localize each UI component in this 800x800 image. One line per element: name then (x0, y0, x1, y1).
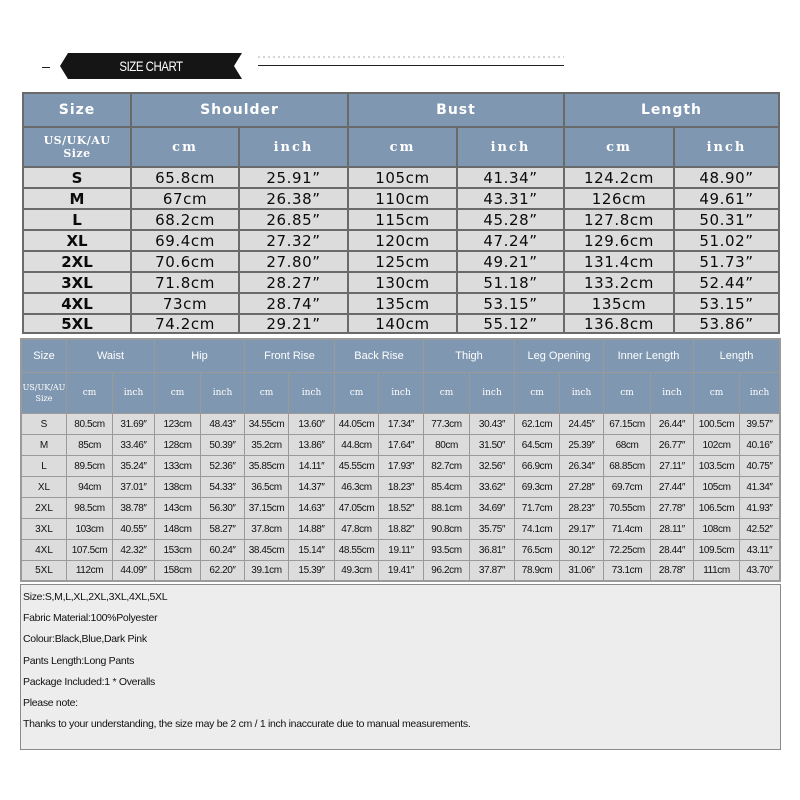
unit-header: inch (379, 373, 423, 413)
measurement-cell: 90.8cm (424, 519, 469, 539)
measurement-cell: 44.05cm (335, 414, 378, 434)
measurement-cell: 103cm (67, 519, 112, 539)
measurement-cell: 52.44” (675, 273, 778, 292)
measurement-cell: 110cm (349, 189, 456, 208)
unit-header: cm (155, 373, 200, 413)
measurement-cell: 32.56″ (470, 456, 514, 476)
measurement-cell: 73.1cm (604, 561, 650, 580)
measurement-cell: 41.34″ (740, 477, 779, 497)
col-header-group: Bust (349, 94, 563, 126)
col-header-group: Inner Length (604, 340, 693, 372)
measurement-cell: 124.2cm (565, 168, 673, 187)
measurement-cell: 71.7cm (515, 498, 559, 518)
measurement-cell: 136.8cm (565, 315, 673, 332)
size-label: S (22, 414, 66, 434)
measurement-cell: 51.02” (675, 231, 778, 250)
measurement-cell: 93.5cm (424, 540, 469, 560)
measurement-cell: 80.5cm (67, 414, 112, 434)
measurement-cell: 48.55cm (335, 540, 378, 560)
measurement-cell: 25.91” (240, 168, 347, 187)
measurement-cell: 48.90” (675, 168, 778, 187)
measurement-cell: 40.75″ (740, 456, 779, 476)
measurement-cell: 74.1cm (515, 519, 559, 539)
measurement-cell: 13.60″ (289, 414, 334, 434)
measurement-cell: 27.78″ (651, 498, 693, 518)
unit-header: cm (335, 373, 378, 413)
size-subheader-line: US/UK/AU (43, 134, 111, 147)
measurement-cell: 28.44″ (651, 540, 693, 560)
measurement-cell: 112cm (67, 561, 112, 580)
measurement-cell: 123cm (155, 414, 200, 434)
measurement-cell: 70.6cm (132, 252, 238, 271)
measurement-cell: 38.78″ (113, 498, 154, 518)
measurement-cell: 120cm (349, 231, 456, 250)
col-header-size: Size (24, 94, 130, 126)
measurement-cell: 37.87″ (470, 561, 514, 580)
col-header-group: Length (565, 94, 778, 126)
size-label: L (24, 210, 130, 229)
header-title: SIZE CHART (119, 58, 183, 74)
measurement-cell: 39.57″ (740, 414, 779, 434)
unit-header: inch (240, 128, 347, 166)
measurement-cell: 47.05cm (335, 498, 378, 518)
measurement-cell: 89.5cm (67, 456, 112, 476)
unit-header: cm (245, 373, 288, 413)
col-header-group: Shoulder (132, 94, 347, 126)
size-label: 5XL (24, 315, 130, 332)
measurement-cell: 27.44″ (651, 477, 693, 497)
measurement-cell: 48.43″ (201, 414, 244, 434)
measurement-cell: 45.55cm (335, 456, 378, 476)
measurement-cell: 106.5cm (694, 498, 739, 518)
measurement-cell: 33.46″ (113, 435, 154, 455)
measurement-cell: 153cm (155, 540, 200, 560)
measurement-cell: 27.32” (240, 231, 347, 250)
measurement-cell: 27.28″ (560, 477, 603, 497)
measurement-cell: 68.2cm (132, 210, 238, 229)
measurement-cell: 143cm (155, 498, 200, 518)
measurement-cell: 44.09″ (113, 561, 154, 580)
measurement-cell: 128cm (155, 435, 200, 455)
measurement-cell: 50.39″ (201, 435, 244, 455)
measurement-cell: 67.15cm (604, 414, 650, 434)
measurement-cell: 55.12” (458, 315, 563, 332)
size-subheader-line: US/UK/AU (22, 383, 66, 392)
measurement-cell: 53.15” (675, 294, 778, 313)
measurement-cell: 77.3cm (424, 414, 469, 434)
measurement-cell: 130cm (349, 273, 456, 292)
measurement-cell: 62.20″ (201, 561, 244, 580)
measurement-cell: 37.01″ (113, 477, 154, 497)
measurement-cell: 53.86” (675, 315, 778, 332)
measurement-cell: 29.21” (240, 315, 347, 332)
measurement-cell: 26.34″ (560, 456, 603, 476)
measurement-cell: 69.3cm (515, 477, 559, 497)
measurement-cell: 19.11″ (379, 540, 423, 560)
header-dotted-rule (258, 56, 564, 58)
measurement-cell: 27.11″ (651, 456, 693, 476)
measurement-cell: 41.93″ (740, 498, 779, 518)
measurement-cell: 44.8cm (335, 435, 378, 455)
measurement-cell: 18.82″ (379, 519, 423, 539)
unit-header: inch (651, 373, 693, 413)
measurement-cell: 133cm (155, 456, 200, 476)
measurement-cell: 82.7cm (424, 456, 469, 476)
measurement-cell: 35.85cm (245, 456, 288, 476)
measurement-cell: 138cm (155, 477, 200, 497)
measurement-cell: 68.85cm (604, 456, 650, 476)
size-label: XL (22, 477, 66, 497)
measurement-cell: 45.28” (458, 210, 563, 229)
measurement-cell: 67cm (132, 189, 238, 208)
unit-header: cm (132, 128, 238, 166)
measurement-cell: 129.6cm (565, 231, 673, 250)
measurement-cell: 49.21” (458, 252, 563, 271)
measurement-cell: 105cm (349, 168, 456, 187)
measurement-cell: 13.86″ (289, 435, 334, 455)
size-label: S (24, 168, 130, 187)
measurement-cell: 14.37″ (289, 477, 334, 497)
measurement-cell: 71.8cm (132, 273, 238, 292)
measurement-cell: 49.3cm (335, 561, 378, 580)
unit-header: cm (424, 373, 469, 413)
measurement-cell: 98.5cm (67, 498, 112, 518)
unit-header: inch (289, 373, 334, 413)
measurement-cell: 26.44″ (651, 414, 693, 434)
measurement-cell: 88.1cm (424, 498, 469, 518)
measurement-cell: 15.39″ (289, 561, 334, 580)
measurement-cell: 31.50″ (470, 435, 514, 455)
measurement-cell: 36.81″ (470, 540, 514, 560)
measurement-cell: 105cm (694, 477, 739, 497)
unit-header: cm (349, 128, 456, 166)
measurement-cell: 37.15cm (245, 498, 288, 518)
measurement-cell: 34.69″ (470, 498, 514, 518)
size-label: 2XL (22, 498, 66, 518)
unit-header: inch (560, 373, 603, 413)
measurement-cell: 18.23″ (379, 477, 423, 497)
unit-header: cm (67, 373, 112, 413)
measurement-cell: 47.24” (458, 231, 563, 250)
measurement-cell: 42.52″ (740, 519, 779, 539)
measurement-cell: 33.62″ (470, 477, 514, 497)
measurement-cell: 78.9cm (515, 561, 559, 580)
measurement-cell: 60.24″ (201, 540, 244, 560)
measurement-cell: 28.27” (240, 273, 347, 292)
note-line: Fabric Material:100%Polyester (23, 612, 158, 625)
measurement-cell: 70.55cm (604, 498, 650, 518)
measurement-cell: 51.73” (675, 252, 778, 271)
measurement-cell: 43.70″ (740, 561, 779, 580)
measurement-cell: 14.88″ (289, 519, 334, 539)
measurement-cell: 68cm (604, 435, 650, 455)
size-label: 2XL (24, 252, 130, 271)
note-line: Package Included:1 * Overalls (23, 675, 155, 688)
measurement-cell: 49.61” (675, 189, 778, 208)
note-line: Thanks to your understanding, the size may be 2 cm / 1 inch inaccurate due to manual measurements. (23, 718, 471, 731)
measurement-cell: 107.5cm (67, 540, 112, 560)
measurement-cell: 135cm (565, 294, 673, 313)
unit-header: cm (604, 373, 650, 413)
unit-header: inch (470, 373, 514, 413)
col-header-group: Front Rise (245, 340, 334, 372)
measurement-cell: 40.55″ (113, 519, 154, 539)
measurement-cell: 111cm (694, 561, 739, 580)
measurement-cell: 148cm (155, 519, 200, 539)
measurement-cell: 25.39″ (560, 435, 603, 455)
note-line: Colour:Black,Blue,Dark Pink (23, 633, 147, 646)
measurement-cell: 43.31” (458, 189, 563, 208)
measurement-cell: 103.5cm (694, 456, 739, 476)
size-label: 4XL (24, 294, 130, 313)
measurement-cell: 51.18” (458, 273, 563, 292)
measurement-cell: 73cm (132, 294, 238, 313)
measurement-cell: 27.80” (240, 252, 347, 271)
unit-header: inch (201, 373, 244, 413)
measurement-cell: 35.75″ (470, 519, 514, 539)
measurement-cell: 40.16″ (740, 435, 779, 455)
measurement-cell: 64.5cm (515, 435, 559, 455)
col-header-group: Length (694, 340, 779, 372)
size-label: 4XL (22, 540, 66, 560)
measurement-cell: 26.38” (240, 189, 347, 208)
measurement-cell: 34.55cm (245, 414, 288, 434)
measurement-cell: 26.77″ (651, 435, 693, 455)
measurement-cell: 140cm (349, 315, 456, 332)
measurement-cell: 14.63″ (289, 498, 334, 518)
note-line: Pants Length:Long Pants (23, 654, 135, 667)
measurement-cell: 15.14″ (289, 540, 334, 560)
size-label: L (22, 456, 66, 476)
measurement-cell: 115cm (349, 210, 456, 229)
measurement-cell: 47.8cm (335, 519, 378, 539)
measurement-cell: 80cm (424, 435, 469, 455)
measurement-cell: 85cm (67, 435, 112, 455)
measurement-cell: 14.11″ (289, 456, 334, 476)
header-rule-left (42, 67, 50, 68)
measurement-cell: 28.23″ (560, 498, 603, 518)
measurement-cell: 74.2cm (132, 315, 238, 332)
size-label: 5XL (22, 561, 66, 580)
col-header-group: Back Rise (335, 340, 423, 372)
measurement-cell: 94cm (67, 477, 112, 497)
measurement-cell: 17.93″ (379, 456, 423, 476)
size-label: XL (24, 231, 130, 250)
unit-header: inch (740, 373, 779, 413)
unit-header: cm (694, 373, 739, 413)
measurement-cell: 135cm (349, 294, 456, 313)
measurement-cell: 35.2cm (245, 435, 288, 455)
top-size-table (22, 92, 780, 334)
measurement-cell: 30.43″ (470, 414, 514, 434)
measurement-cell: 65.8cm (132, 168, 238, 187)
size-label: 3XL (22, 519, 66, 539)
measurement-cell: 53.15” (458, 294, 563, 313)
measurement-cell: 62.1cm (515, 414, 559, 434)
measurement-cell: 125cm (349, 252, 456, 271)
col-header-group: Waist (67, 340, 154, 372)
measurement-cell: 127.8cm (565, 210, 673, 229)
measurement-cell: 43.11″ (740, 540, 779, 560)
measurement-cell: 26.85” (240, 210, 347, 229)
measurement-cell: 72.25cm (604, 540, 650, 560)
measurement-cell: 19.41″ (379, 561, 423, 580)
measurement-cell: 71.4cm (604, 519, 650, 539)
measurement-cell: 96.2cm (424, 561, 469, 580)
col-header-size: Size (22, 340, 66, 372)
measurement-cell: 28.74” (240, 294, 347, 313)
unit-header: cm (565, 128, 673, 166)
measurement-cell: 31.06″ (560, 561, 603, 580)
measurement-cell: 54.33″ (201, 477, 244, 497)
measurement-cell: 85.4cm (424, 477, 469, 497)
measurement-cell: 29.17″ (560, 519, 603, 539)
header-rule-right (258, 65, 564, 66)
size-label: M (22, 435, 66, 455)
measurement-cell: 66.9cm (515, 456, 559, 476)
measurement-cell: 58.27″ (201, 519, 244, 539)
measurement-cell: 108cm (694, 519, 739, 539)
col-header-group: Leg Opening (515, 340, 603, 372)
measurement-cell: 69.7cm (604, 477, 650, 497)
size-subheader-line: Size (35, 394, 53, 403)
measurement-cell: 102cm (694, 435, 739, 455)
unit-header: inch (675, 128, 778, 166)
measurement-cell: 17.34″ (379, 414, 423, 434)
measurement-cell: 31.69″ (113, 414, 154, 434)
measurement-cell: 35.24″ (113, 456, 154, 476)
size-subheader (24, 128, 130, 166)
col-header-group: Thigh (424, 340, 514, 372)
measurement-cell: 69.4cm (132, 231, 238, 250)
measurement-cell: 28.78″ (651, 561, 693, 580)
measurement-cell: 28.11″ (651, 519, 693, 539)
unit-header: inch (113, 373, 154, 413)
measurement-cell: 17.64″ (379, 435, 423, 455)
measurement-cell: 131.4cm (565, 252, 673, 271)
size-label: M (24, 189, 130, 208)
measurement-cell: 41.34” (458, 168, 563, 187)
measurement-cell: 100.5cm (694, 414, 739, 434)
measurement-cell: 126cm (565, 189, 673, 208)
measurement-cell: 24.45″ (560, 414, 603, 434)
unit-header: inch (458, 128, 563, 166)
measurement-cell: 52.36″ (201, 456, 244, 476)
measurement-cell: 109.5cm (694, 540, 739, 560)
unit-header: cm (515, 373, 559, 413)
col-header-group: Hip (155, 340, 244, 372)
bottom-size-table (20, 338, 781, 582)
measurement-cell: 36.5cm (245, 477, 288, 497)
size-subheader-line: Size (63, 147, 91, 160)
measurement-cell: 158cm (155, 561, 200, 580)
note-line: Size:S,M,L,XL,2XL,3XL,4XL,5XL (23, 591, 168, 603)
measurement-cell: 39.1cm (245, 561, 288, 580)
measurement-cell: 38.45cm (245, 540, 288, 560)
measurement-cell: 30.12″ (560, 540, 603, 560)
measurement-cell: 37.8cm (245, 519, 288, 539)
measurement-cell: 46.3cm (335, 477, 378, 497)
size-subheader (22, 373, 66, 413)
measurement-cell: 18.52″ (379, 498, 423, 518)
note-line: Please note: (23, 696, 78, 709)
measurement-cell: 133.2cm (565, 273, 673, 292)
size-label: 3XL (24, 273, 130, 292)
product-notes (20, 584, 781, 750)
measurement-cell: 42.32″ (113, 540, 154, 560)
measurement-cell: 76.5cm (515, 540, 559, 560)
measurement-cell: 56.30″ (201, 498, 244, 518)
measurement-cell: 50.31” (675, 210, 778, 229)
